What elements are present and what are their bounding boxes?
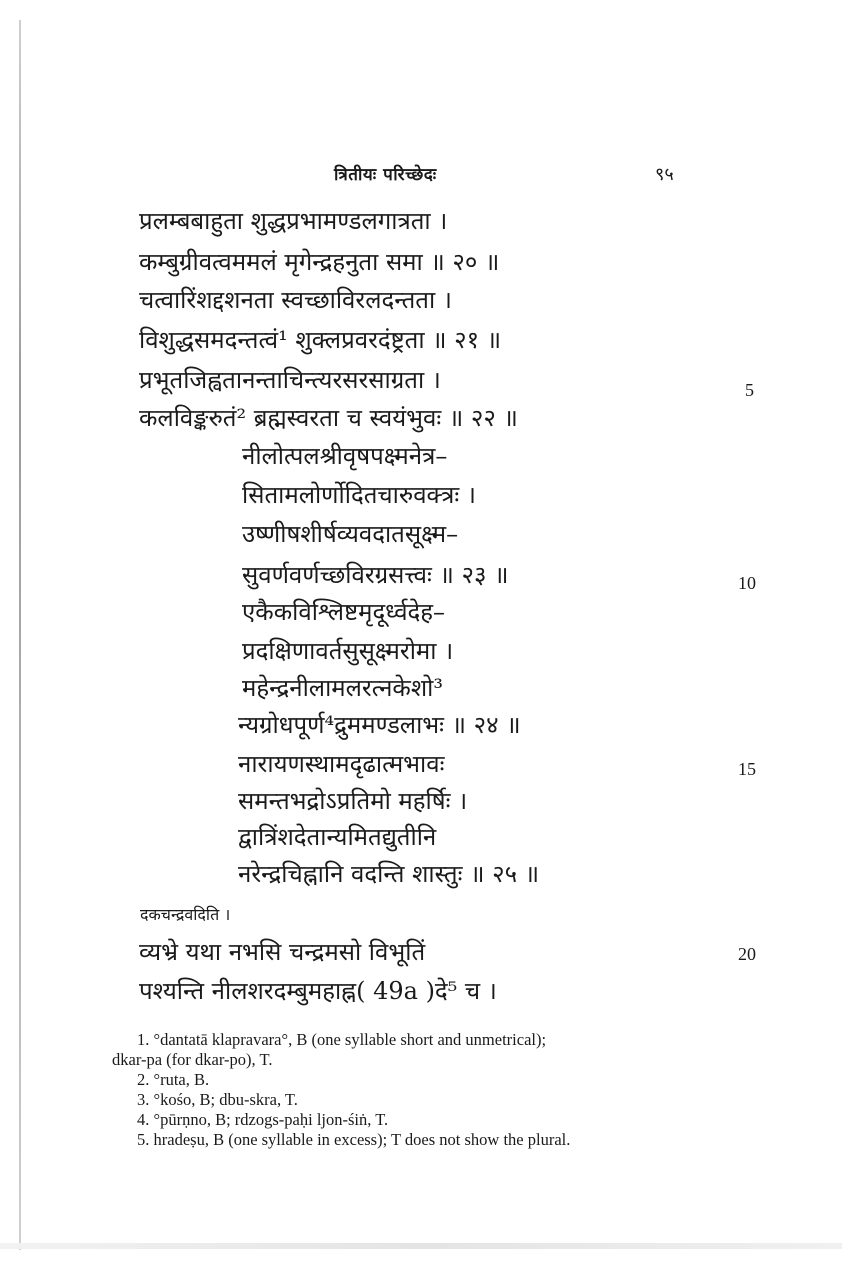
footnote: 3. °kośo, B; dbu-skra, T.: [137, 1090, 298, 1109]
verse-line: उष्णीषशीर्षव्यवदातसूक्ष्म–: [242, 520, 459, 548]
verse-line: नरेन्द्रचिह्नानि वदन्ति शास्तुः ॥ २५ ॥: [238, 860, 540, 888]
line-number: 15: [738, 759, 756, 779]
verse-line: विशुद्धसमदन्तत्वं¹ शुक्लप्रवरदंष्ट्रता ॥ २१ ॥: [139, 326, 502, 354]
marginal-note: दकचन्द्रवदिति ।: [140, 905, 231, 924]
footnotes: [112, 1030, 732, 1150]
line-number: 10: [738, 573, 756, 593]
verse-line: चत्वारिंशद्दशनता स्वच्छाविरलदन्तता ।: [139, 286, 452, 314]
prose-line: व्यभ्रे यथा नभसि चन्द्रमसो विभूतिं: [139, 938, 426, 966]
verse-line: कम्बुग्रीवत्वममलं मृगेन्द्रहनुता समा ॥ २० ॥: [139, 248, 500, 276]
verse-line: नीलोत्पलश्रीवृषपक्ष्मनेत्र–: [242, 442, 448, 470]
footnote: 5. hradeṣu, B (one syllable in excess); T does not show the plural.: [137, 1130, 571, 1149]
verse-line: प्रदक्षिणावर्तसुसूक्ष्मरोमा ।: [242, 637, 454, 665]
line-number: 20: [738, 944, 756, 964]
verse-line: सुवर्णवर्णच्छविरग्रसत्त्वः ॥ २३ ॥: [242, 561, 509, 589]
verse-line: सितामलोर्णोदितचारुवक्त्रः ।: [242, 481, 476, 509]
page-number: ९५: [655, 164, 674, 185]
prose-line: पश्यन्ति नीलशरदम्बुमहाह्न( 49a )दे⁵ च ।: [139, 977, 497, 1005]
footnote: 4. °pūrṇno, B; rdzogs-paḥi ljon-śiṅ, T.: [137, 1110, 389, 1129]
verse-line: कलविङ्करुतं² ब्रह्मस्वरता च स्वयंभुवः ॥ २२ ॥: [139, 404, 518, 432]
verse-line: द्वात्रिंशदेतान्यमितद्युतीनि: [238, 823, 437, 851]
page-header: [0, 162, 842, 186]
running-title: त्रितीयः परिच्छेदः: [334, 165, 437, 185]
footnote-continuation: dkar-pa (for dkar-po), T.: [112, 1050, 273, 1069]
verse-line: न्यग्रोधपूर्ण⁴द्रुममण्डलाभः ॥ २४ ॥: [238, 711, 521, 739]
scan-bottom-edge: [0, 1243, 842, 1249]
verse-line: नारायणस्थामदृढात्मभावः: [238, 750, 445, 778]
verse-line: समन्तभद्रोऽप्रतिमो महर्षिः ।: [238, 787, 468, 815]
verse-line: प्रलम्बबाहुता शुद्धप्रभामण्डलगात्रता ।: [139, 207, 448, 235]
scan-edge-line: [19, 20, 21, 1250]
line-number: 5: [745, 380, 754, 400]
verse-line: महेन्द्रनीलामलरत्नकेशो³: [242, 674, 443, 702]
footnote: 1. °dantatā klapravara°, B (one syllable short and unmetrical);: [137, 1030, 547, 1049]
footnote: 2. °ruta, B.: [137, 1070, 210, 1089]
verse-line: प्रभूतजिह्वतानन्ताचिन्त्यरसरसाग्रता ।: [139, 366, 441, 394]
verse-line: एकैकविश्लिष्टमृदूर्ध्वदेह–: [242, 598, 446, 626]
